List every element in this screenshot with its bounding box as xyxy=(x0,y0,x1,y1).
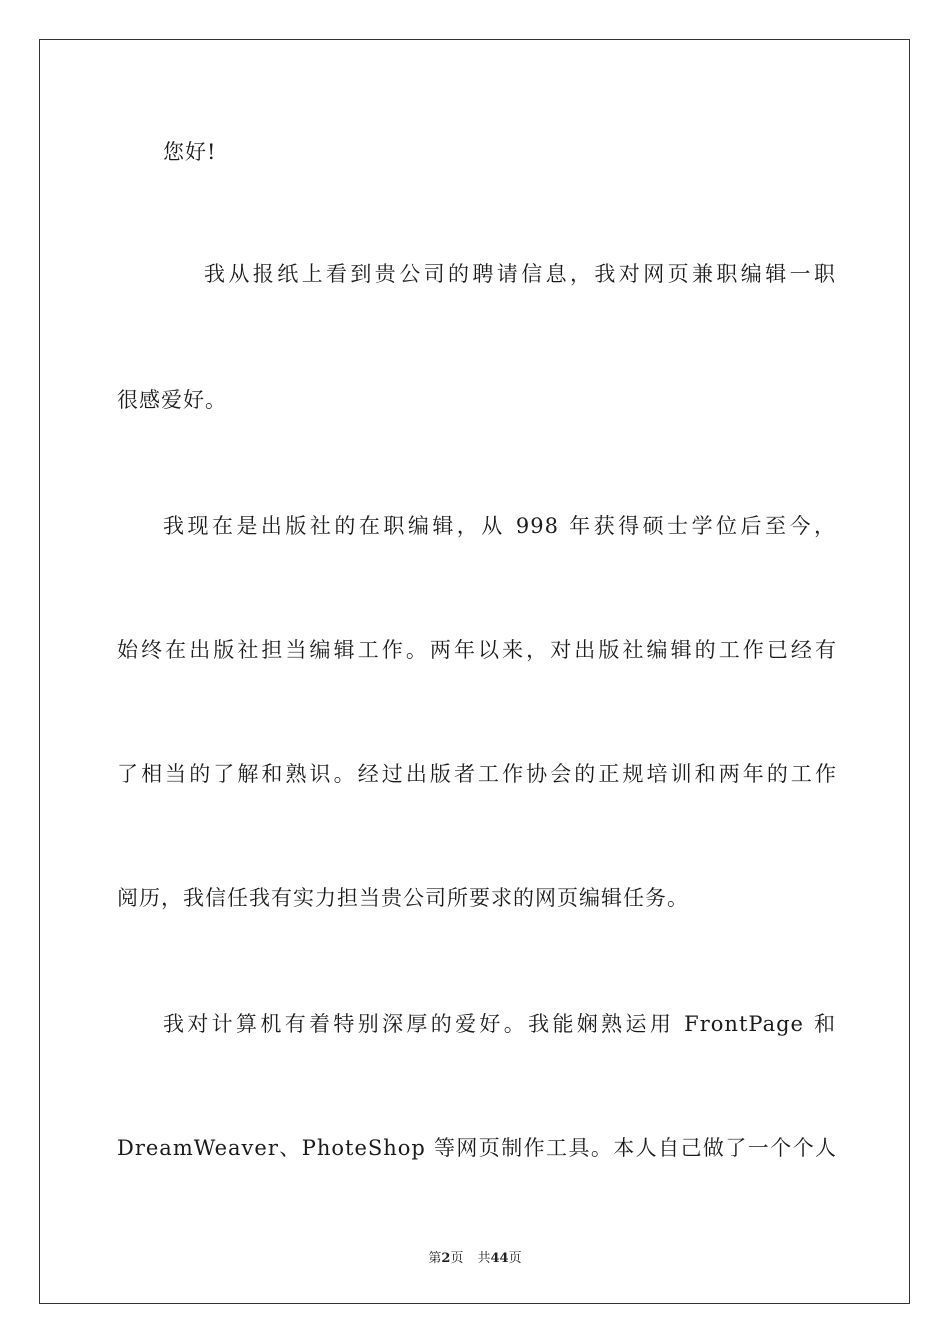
body-line-5: 了相当的了解和熟识。经过出版者工作协会的正规培训和两年的工作 xyxy=(117,762,837,786)
body-line-1: 我从报纸上看到贵公司的聘请信息，我对网页兼职编辑一职 xyxy=(204,262,836,286)
body-line-6: 阅历，我信任我有实力担当贵公司所要求的网页编辑任务。 xyxy=(117,886,689,910)
body-line-3: 我现在是出版社的在职编辑，从 998 年获得硕士学位后至今， xyxy=(163,514,836,538)
body-line-2: 很感爱好。 xyxy=(117,388,227,412)
body-line-8: DreamWeaver、PhoteShop 等网页制作工具。本人自己做了一个个人 xyxy=(117,1136,837,1160)
page-prefix: 第 xyxy=(428,1251,442,1266)
page-border xyxy=(39,39,910,1304)
page-footer xyxy=(0,1247,950,1266)
total-suffix: 页 xyxy=(508,1251,522,1266)
body-line-7: 我对计算机有着特别深厚的爱好。我能娴熟运用 FrontPage 和 xyxy=(163,1012,836,1036)
page-total: 44 xyxy=(490,1251,509,1266)
body-line-4: 始终在出版社担当编辑工作。两年以来，对出版社编辑的工作已经有 xyxy=(117,638,837,662)
page-suffix: 页 xyxy=(450,1251,464,1266)
page-current: 2 xyxy=(441,1251,451,1266)
total-prefix: 共 xyxy=(477,1251,491,1266)
greeting-line: 您好! xyxy=(163,140,217,164)
